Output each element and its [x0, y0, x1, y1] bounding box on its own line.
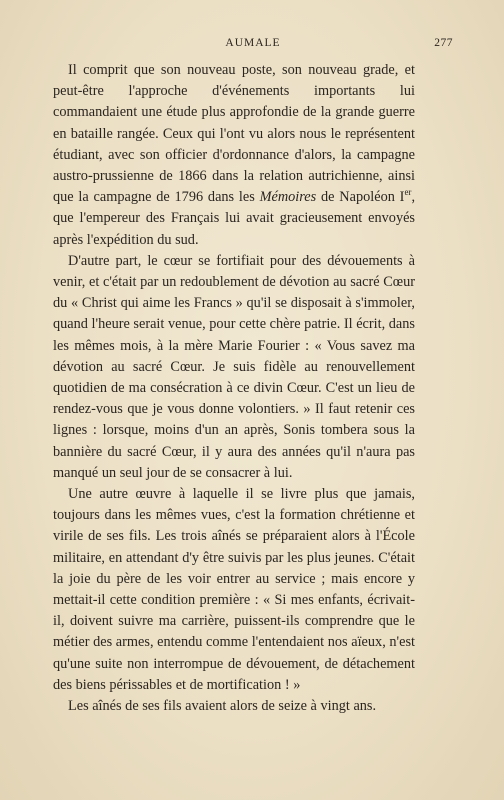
page-number: 277 [434, 37, 453, 49]
paragraph-4: Les aînés de ses fils avaient alors de seize à vingt ans. [68, 698, 377, 715]
running-title: AUMALE [225, 37, 281, 49]
running-head [53, 37, 453, 53]
paragraph-1 [53, 60, 415, 251]
paragraph-2: D'autre part, le cœur se fortifiait pour des dévouements à venir, et c'était par un redoublement de dévotion au sacré Cœur du « Christ qui aime les Francs » qu'il se disposait à s'immoler, quand l'heure serait venue, pour cette chère patrie. Il écrit, dans les mêmes mois, à la mère Marie Fourier : « Vous savez ma dévotion au sacré Cœur. Je suis fidèle au renouvellement quotidien de ma consécration à ce divin Cœur. C'est un lieu de rendez-vous que je vous donne volontiers. » Il faut retenir ces lignes : lorsque, moins d'un an après, Sonis tombera sous la bannière du sacré Cœur, il y aura des années qu'il n'aura pas manqué un seul jour de se consacrer à lui. [53, 252, 415, 481]
superscript-er: er [404, 187, 412, 198]
paragraph-1-text-end: , que l'empereur des Français lui avait gracieusement envoyés après l'expédition du sud. [53, 189, 416, 248]
paragraph-3: Une autre œuvre à laquelle il se livre plus que jamais, toujours dans les mêmes vues, c'est la formation chrétienne et virile de ses fils. Les trois aînés se préparaient alors à l'École militaire, en attendant d'y être suivis par les plus jeunes. C'était la joie du père de les voir entrer au service ; mais encore y mettait-il cette condition première : « Si mes enfants, écrivait-il, doivent suivre ma carrière, puissent-ils comprendre que le métier des armes, entendu comme l'entendaient nos aïeux, n'est qu'une suite non interrompue de dévouement, de détachement des biens périssables et de mortification ! » [53, 486, 415, 693]
paragraph-1-text-mid: de Napoléon I [316, 189, 405, 206]
memoires-italic: Mémoires [259, 189, 317, 206]
body-text [53, 60, 415, 717]
paragraph-1-text-start: Il comprit que son nouveau poste, son nouveau grade, et peut-être l'approche d'événements importants lui commandaient une étude plus approfondie de la grande guerre en bataille rangée. Ceux qui l'ont vu alors nous le représentent étudiant, avec son officier d'ordonnance d'alors, la campagne austro-prussienne de 1866 dans la relation autrichienne, ainsi que la campagne de 1796 dans les [53, 62, 415, 206]
